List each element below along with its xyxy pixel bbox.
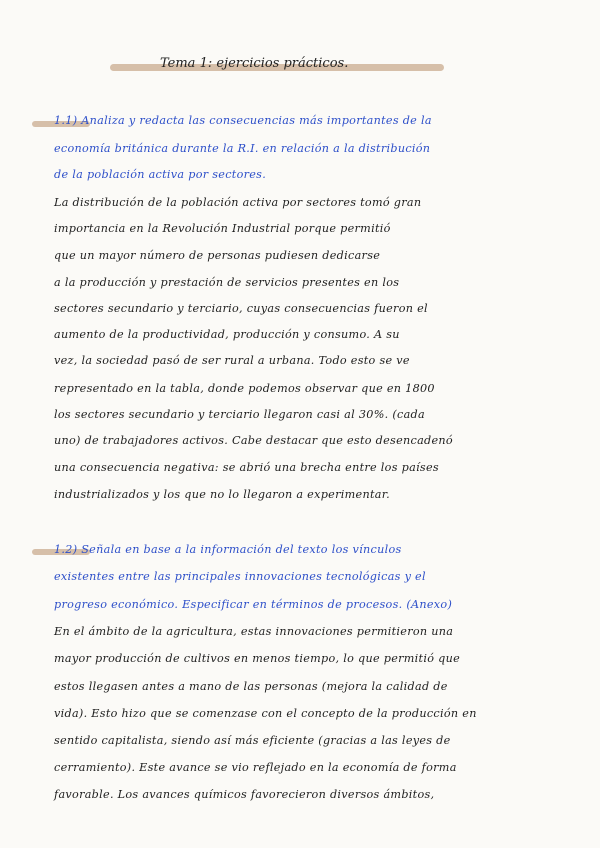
answer-2-line: mayor producción de cultivos en menos tiempo, lo que permitió que [54, 652, 461, 665]
answer-2-line: favorable. Los avances químicos favorecieron diversos ámbitos, [54, 788, 435, 801]
page-title: Tema 1: ejercicios prácticos. [160, 56, 349, 71]
answer-2-line: En el ámbito de la agricultura, estas innovaciones permitieron una [54, 625, 454, 638]
answer-2-line: sentido capitalista, siendo así más eficiente (gracias a las leyes de [54, 734, 451, 747]
answer-1-line: industrializados y los que no lo llegaron a experimentar. [54, 488, 390, 501]
answer-2-line: estos llegasen antes a mano de las personas (mejora la calidad de [54, 680, 448, 693]
answer-1-line: representado en la tabla, donde podemos observar que en 1800 [54, 382, 435, 395]
question-2-line: 1.2) Señala en base a la información del texto los vínculos [54, 543, 402, 556]
question-1-line: de la población activa por sectores. [54, 168, 267, 181]
answer-1-line: a la producción y prestación de servicios presentes en los [54, 276, 400, 289]
answer-1-line: una consecuencia negativa: se abrió una brecha entre los países [54, 461, 439, 474]
answer-1-line: que un mayor número de personas pudiesen dedicarse [54, 249, 381, 262]
question-1-line: 1.1) Analiza y redacta las consecuencias más importantes de la [54, 114, 432, 127]
question-2-line: progreso económico. Especificar en términos de procesos. (Anexo) [54, 598, 453, 611]
answer-1-line: uno) de trabajadores activos. Cabe destacar que esto desencadenó [54, 434, 453, 447]
answer-1-line: los sectores secundario y terciario llegaron casi al 30%. (cada [54, 408, 425, 421]
answer-1-line: La distribución de la población activa por sectores tomó gran [54, 196, 422, 209]
question-2-line: existentes entre las principales innovaciones tecnológicas y el [54, 570, 426, 583]
answer-1-line: vez, la sociedad pasó de ser rural a urbana. Todo esto se ve [54, 354, 410, 367]
answer-1-line: aumento de la productividad, producción y consumo. A su [54, 328, 400, 341]
answer-1-line: importancia en la Revolución Industrial porque permitió [54, 222, 391, 235]
question-1-line: economía británica durante la R.I. en relación a la distribución [54, 142, 431, 155]
answer-1-line: sectores secundario y terciario, cuyas consecuencias fueron el [54, 302, 428, 315]
answer-2-line: vida). Esto hizo que se comenzase con el concepto de la producción en [54, 707, 477, 720]
answer-2-line: cerramiento). Este avance se vio reflejado en la economía de forma [54, 761, 457, 774]
